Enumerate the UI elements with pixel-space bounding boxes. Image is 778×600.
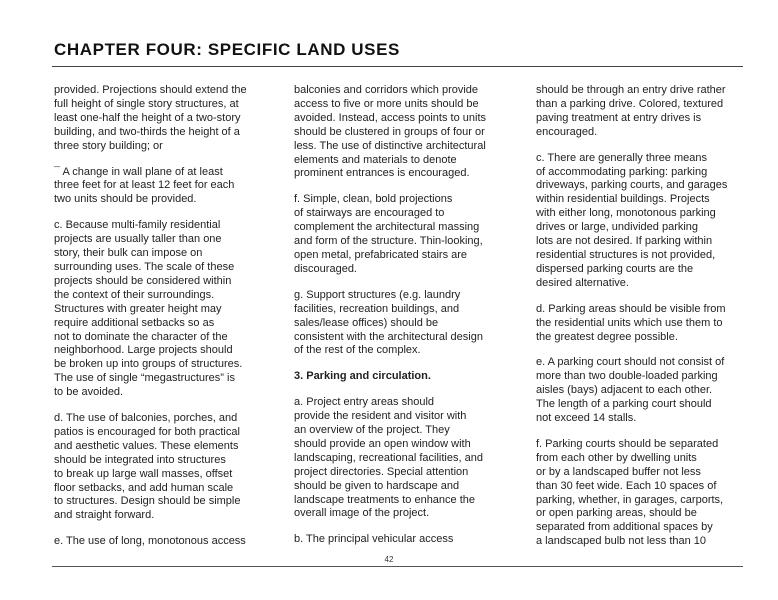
text-line: less. The use of distinctive architectural — [294, 139, 486, 152]
text-line: facilities, recreation buildings, and — [294, 302, 460, 315]
text-line: The length of a parking court should — [536, 398, 712, 411]
text-line: complement the architectural massing — [294, 221, 480, 234]
text-line: elements and materials to denote — [294, 153, 457, 166]
text-line: open metal, prefabricated stairs are — [294, 248, 468, 261]
text-line: the context of their surroundings. — [54, 288, 215, 301]
text-line: or open parking areas, should be — [536, 507, 697, 520]
text-line: more than two double-loaded parking — [536, 370, 718, 383]
paragraph — [536, 303, 746, 345]
text-line: e. The use of long, monotonous access — [54, 535, 246, 548]
text-line: parking, whether, in garages, carports, — [536, 493, 724, 506]
text-line: prominent entrances is encouraged. — [294, 167, 470, 180]
page-number: 42 — [384, 555, 394, 564]
text-line: avoided. Instead, access points to units — [294, 111, 487, 124]
text-line: or by a landscaped buffer not less — [536, 465, 701, 478]
text-line: overall image of the project. — [294, 507, 430, 520]
text-line: to structures. Design should be simple — [54, 495, 241, 508]
text-line: than 30 feet wide. Each 10 spaces of — [536, 479, 717, 492]
text-line: full height of single story structures, at — [54, 97, 239, 110]
text-line: story, their bulk can impose on — [54, 247, 203, 260]
text-line: than a parking drive. Colored, textured — [536, 97, 724, 110]
paragraph — [294, 84, 509, 181]
text-line: should be through an entry drive rather — [536, 84, 726, 96]
text-line: landscaping, recreational facilities, and — [294, 451, 483, 464]
text-line: encouraged. — [536, 125, 598, 138]
text-line: residential structures is not provided, — [536, 248, 716, 261]
text-line: d. Parking areas should be visible from — [536, 302, 726, 315]
text-line: and aesthetic values. These elements — [54, 439, 239, 452]
text-line: two units should be provided. — [54, 193, 197, 206]
paragraph — [294, 289, 509, 359]
paragraph — [536, 84, 746, 140]
text-line: an overview of the project. They — [294, 424, 450, 437]
text-line: and straight forward. — [54, 509, 155, 522]
text-line: should be integrated into structures — [54, 453, 226, 466]
text-line: to be avoided. — [54, 386, 124, 399]
text-line: project directories. Special attention — [294, 465, 469, 478]
text-line: to break up large wall masses, offset — [54, 467, 233, 480]
text-line: sales/lease offices) should be — [294, 316, 439, 329]
text-line: c. There are generally three means — [536, 151, 707, 164]
footer-rule — [52, 566, 743, 567]
paragraph — [536, 152, 746, 291]
text-line: landscape treatments to enhance the — [294, 493, 476, 506]
text-line: with either long, monotonous parking — [536, 207, 716, 220]
text-column-1 — [54, 84, 269, 561]
text-line: should be clustered in groups of four or — [294, 125, 485, 138]
paragraph — [294, 533, 509, 547]
paragraph — [54, 535, 269, 549]
text-line: e. A parking court should not consist of — [536, 356, 725, 369]
text-line: separated from additional spaces by — [536, 521, 713, 534]
text-line: d. The use of balconies, porches, and — [54, 412, 238, 425]
text-line: dispersed parking courts are the — [536, 262, 694, 275]
text-line: discouraged. — [294, 262, 357, 275]
header-rule — [52, 66, 743, 67]
text-line: ¯ A change in wall plane of at least — [54, 165, 223, 178]
text-line: access to five or more units should be — [294, 97, 479, 110]
text-line: balconies and corridors which provide — [294, 84, 479, 96]
text-line: projects should be considered within — [54, 274, 232, 287]
text-line: three feet for at least 12 feet for each — [54, 179, 235, 192]
paragraph — [54, 219, 269, 400]
text-line: of accommodating parking: parking — [536, 165, 708, 178]
text-line: the greatest degree possible. — [536, 330, 678, 343]
text-line: The use of single “megastructures” is — [54, 372, 235, 385]
text-line: from each other by dwelling units — [536, 451, 697, 464]
paragraph — [54, 84, 269, 154]
text-line: provided. Projections should extend the — [54, 84, 247, 96]
text-line: paving treatment at entry drives is — [536, 111, 702, 124]
text-line: g. Support structures (e.g. laundry — [294, 288, 461, 301]
text-line: a landscaped bulb not less than 10 — [536, 535, 707, 548]
text-line: consistent with the architectural design — [294, 330, 483, 343]
text-line: provide the resident and visitor with — [294, 410, 467, 423]
paragraph — [54, 166, 269, 208]
text-line: not to dominate the character of the — [54, 330, 228, 343]
text-line: the residential units which use them to — [536, 316, 723, 329]
text-line: c. Because multi-family residential — [54, 219, 221, 232]
paragraph — [54, 412, 269, 523]
text-line: patios is encouraged for both practical — [54, 425, 240, 438]
text-line: building, and two-thirds the height of a — [54, 125, 240, 138]
text-line: should provide an open window with — [294, 437, 471, 450]
text-line: three story building; or — [54, 139, 163, 152]
text-line: b. The principal vehicular access — [294, 533, 454, 546]
paragraph — [536, 356, 746, 426]
text-line: surrounding uses. The scale of these — [54, 260, 235, 273]
text-column-3 — [536, 84, 746, 561]
text-line: of the rest of the complex. — [294, 344, 421, 357]
text-line: desired alternative. — [536, 276, 629, 289]
text-line: not exceed 14 stalls. — [536, 412, 637, 425]
paragraph — [536, 438, 746, 549]
text-line: within residential buildings. Projects — [536, 193, 710, 206]
text-line: be broken up into groups of structures. — [54, 358, 243, 371]
text-line: f. Parking courts should be separated — [536, 437, 719, 450]
text-line: require additional setbacks so as — [54, 316, 215, 329]
text-line: should be given to hardscape and — [294, 479, 460, 492]
text-column-2 — [294, 84, 509, 559]
text-line: projects are usually taller than one — [54, 233, 222, 246]
text-line: lots are not desired. If parking within — [536, 235, 713, 248]
text-line: of stairways are encouraged to — [294, 207, 445, 220]
text-line: drives or large, undivided parking — [536, 221, 699, 234]
chapter-title: CHAPTER FOUR: SPECIFIC LAND USES — [54, 40, 400, 59]
text-line: f. Simple, clean, bold projections — [294, 193, 453, 206]
text-line: Structures with greater height may — [54, 302, 222, 315]
section-heading: 3. Parking and circulation. — [294, 370, 431, 383]
text-line: floor setbacks, and add human scale — [54, 481, 234, 494]
text-line: least one-half the height of a two-story — [54, 111, 241, 124]
paragraph — [294, 193, 509, 276]
text-line: driveways, parking courts, and garages — [536, 179, 728, 192]
text-line: aisles (bays) adjacent to each other. — [536, 384, 713, 397]
text-line: neighborhood. Large projects should — [54, 344, 233, 357]
text-line: a. Project entry areas should — [294, 396, 435, 409]
paragraph — [294, 396, 509, 521]
text-line: and form of the structure. Thin-looking, — [294, 235, 483, 248]
